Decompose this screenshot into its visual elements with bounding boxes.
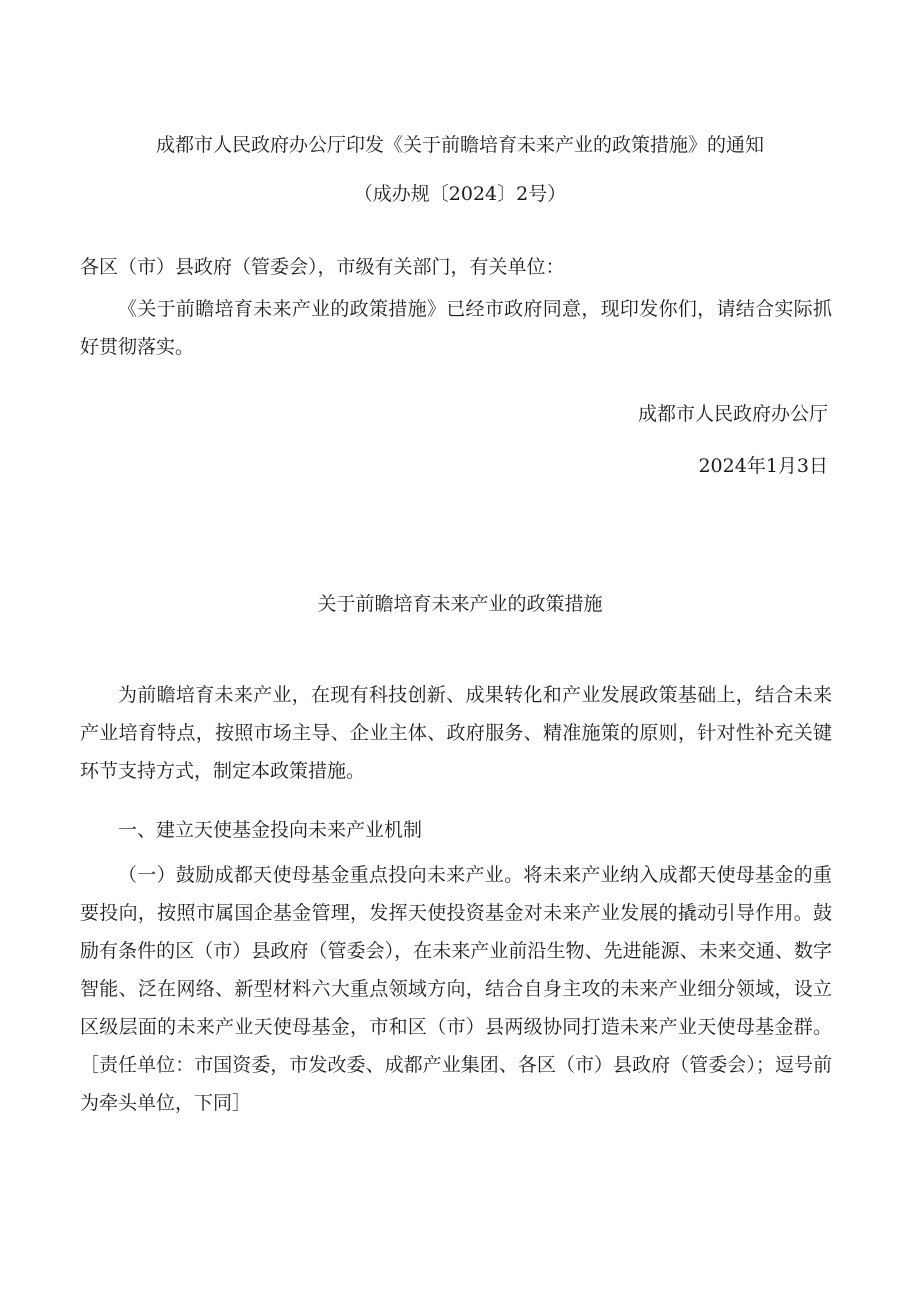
measures-title: 关于前瞻培育未来产业的政策措施 xyxy=(317,593,603,615)
intro-paragraph: 为前瞻培育未来产业，在现有科技创新、成果转化和产业发展政策基础上，结合未来产业培育特点，按照市场主导、企业主体、政府服务、精准施策的原则，针对性补充关键环节支持方式，制定本政策措施。 xyxy=(80,684,832,782)
section-heading: 一、建立天使基金投向未来产业机制 xyxy=(118,819,423,841)
notice-title: 成都市人民政府办公厅印发《关于前瞻培育未来产业的政策措施》的通知 xyxy=(155,134,764,156)
item-paragraph: （一）鼓励成都天使母基金重点投向未来产业。将未来产业纳入成都天使母基金的重要投向，按照市属国企基金管理，发挥天使投资基金对未来产业发展的撬动引导作用。鼓励有条件的区（市）县政府（管委会），在未来产业前沿生物、先进能源、未来交通、数字智能、泛在网络、新型材料六大重点领域方向，结合自身主攻的未来产业细分领域，设立区级层面的未来产业天使母基金，市和区（市）县两级协同打造未来产业天使母基金群。［责任单位：市国资委，市发改委、成都产业集团、各区（市）县政府（管委会）；逗号前为牵头单位，下同］ xyxy=(80,864,832,1114)
issuing-office: 成都市人民政府办公厅 xyxy=(637,403,828,425)
addressee: 各区（市）县政府（管委会），市级有关部门，有关单位： xyxy=(80,256,565,278)
issue-date: 2024年1月3日 xyxy=(698,455,828,477)
document-number: （成办规〔2024〕2号） xyxy=(353,183,567,205)
notice-body: 《关于前瞻培育未来产业的政策措施》已经市政府同意，现印发你们，请结合实际抓好贯彻落实。 xyxy=(80,298,832,358)
